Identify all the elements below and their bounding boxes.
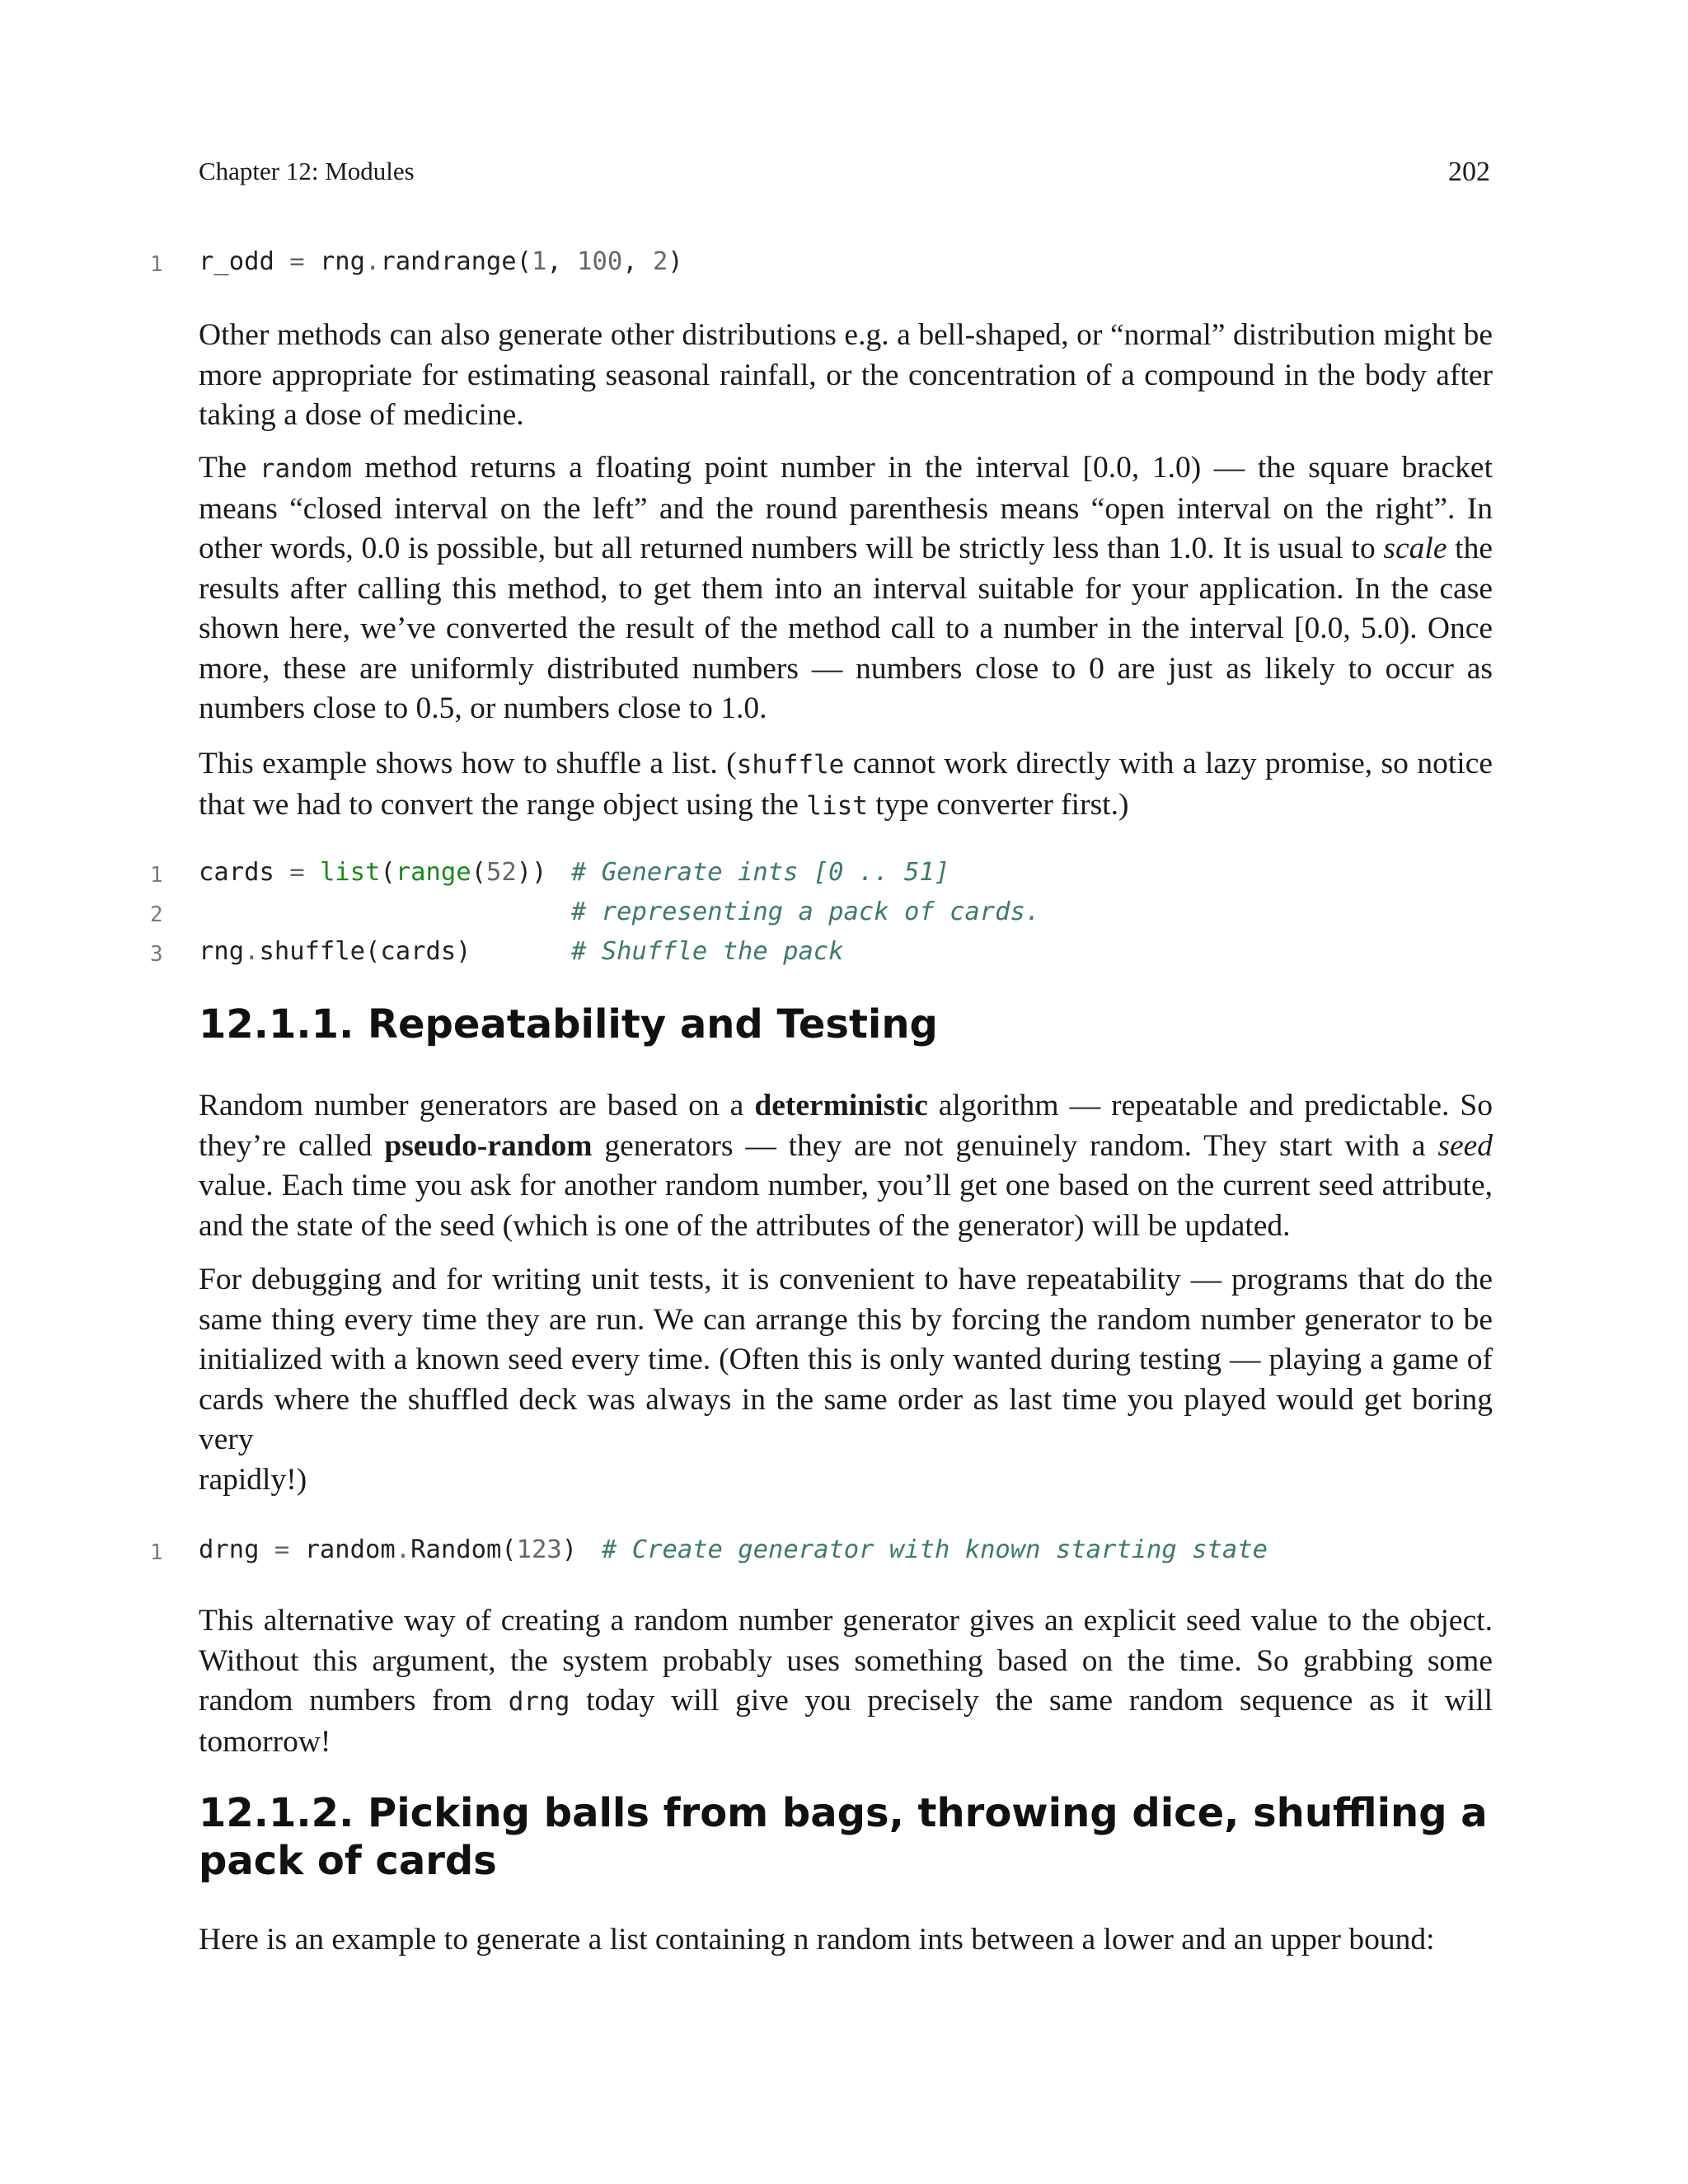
paragraph-random-method: The random method returns a floating point number in the interval [0.0, 1.0) — the square bracket means “closed interval on the left” and the round parenthesis means “open interval on the right”. In other words, 0.0 is possible, but all returned numbers will be strictly less than 1.0. It is usual to scale the results after calling this method, to get them into an interval suitable for your application. In the case shown here, we’ve converted the result of the method call to a number in the interval [0.0, 5.0). Once more, these are uniformly distributed numbers — numbers close to 0 are just as likely to occur as numbers close to 0.5, or numbers close to 1.0. [199,451,1493,725]
code-block-randrange: r_odd = rng.randrange(1, 100, 2) [199,247,683,276]
code-line-number: 1 [150,252,163,277]
inline-code-drng: drng [508,1687,570,1717]
code-comment: # Shuffle the pack [571,937,844,966]
paragraph-debugging: For debugging and for writing unit tests, it is convenient to have repeatability — programs that do the same thing every time they are run. We can arrange this by forcing the random number generator to be initialized with a known seed every time. (Often this is only wanted during testing — playing a game of cards where the shuffled deck was always in the same order as last time you played would get boring very rapidly!) [199,1263,1493,1497]
paragraph-deterministic: Random number generators are based on a deterministic algorithm — repeatable and predictable. So they’re called pseudo-random generators — they are not genuinely random. They start with a seed value. Each time you ask for another random number, you’ll get one based on the current seed attribute, and the state of the seed (which is one of the attributes of the generator) will be updated. [199,1089,1493,1243]
inline-code-shuffle: shuffle [736,750,845,780]
inline-code-random: random [259,454,352,484]
inline-code-list: list [806,790,868,821]
page-number: 202 [1448,157,1490,187]
code-line-cards: cards = list(range(52)) [199,858,547,887]
code-line-number: 2 [150,902,163,927]
paragraph-explicit-seed: This alternative way of creating a random number generator gives an explicit seed value to the object. Without this argument, the system probably uses something based on the time. So grabbing some random numbers from drng today will give you precisely the same random sequence as it will tomorrow! [199,1604,1493,1759]
chapter-title: Chapter 12: Modules [199,157,415,185]
code-comment: # Create generator with known starting state [602,1535,1268,1564]
section-heading-picking-balls: 12.1.2. Picking balls from bags, throwing dice, shuffling a pack of cards [199,1790,1488,1884]
code-line-number: 3 [150,942,163,967]
code-comment: # Generate ints [0 .. 51] [571,858,950,887]
code-line-number: 1 [150,1540,163,1565]
section-heading-repeatability: 12.1.1. Repeatability and Testing [199,1001,938,1047]
paragraph-example-intro: Here is an example to generate a list containing n random ints between a lower and an upper bound: [199,1923,1435,1957]
code-line-shuffle: rng.shuffle(cards) [199,937,471,966]
code-line-number: 1 [150,863,163,888]
code-line-drng: drng = random.Random(123) [199,1535,578,1564]
code-comment: # representing a pack of cards. [571,898,1041,926]
paragraph-shuffle-intro: This example shows how to shuffle a list. (shuffle cannot work directly with a lazy promise, so notice that we had to convert the range object using the list type converter first.) [199,747,1493,822]
paragraph-distributions: Other methods can also generate other distributions e.g. a bell-shaped, or “normal” distribution might be more appropriate for estimating seasonal rainfall, or the concentration of a compound in the body after taking a dose of medicine. [199,318,1493,432]
running-header [199,157,1490,188]
